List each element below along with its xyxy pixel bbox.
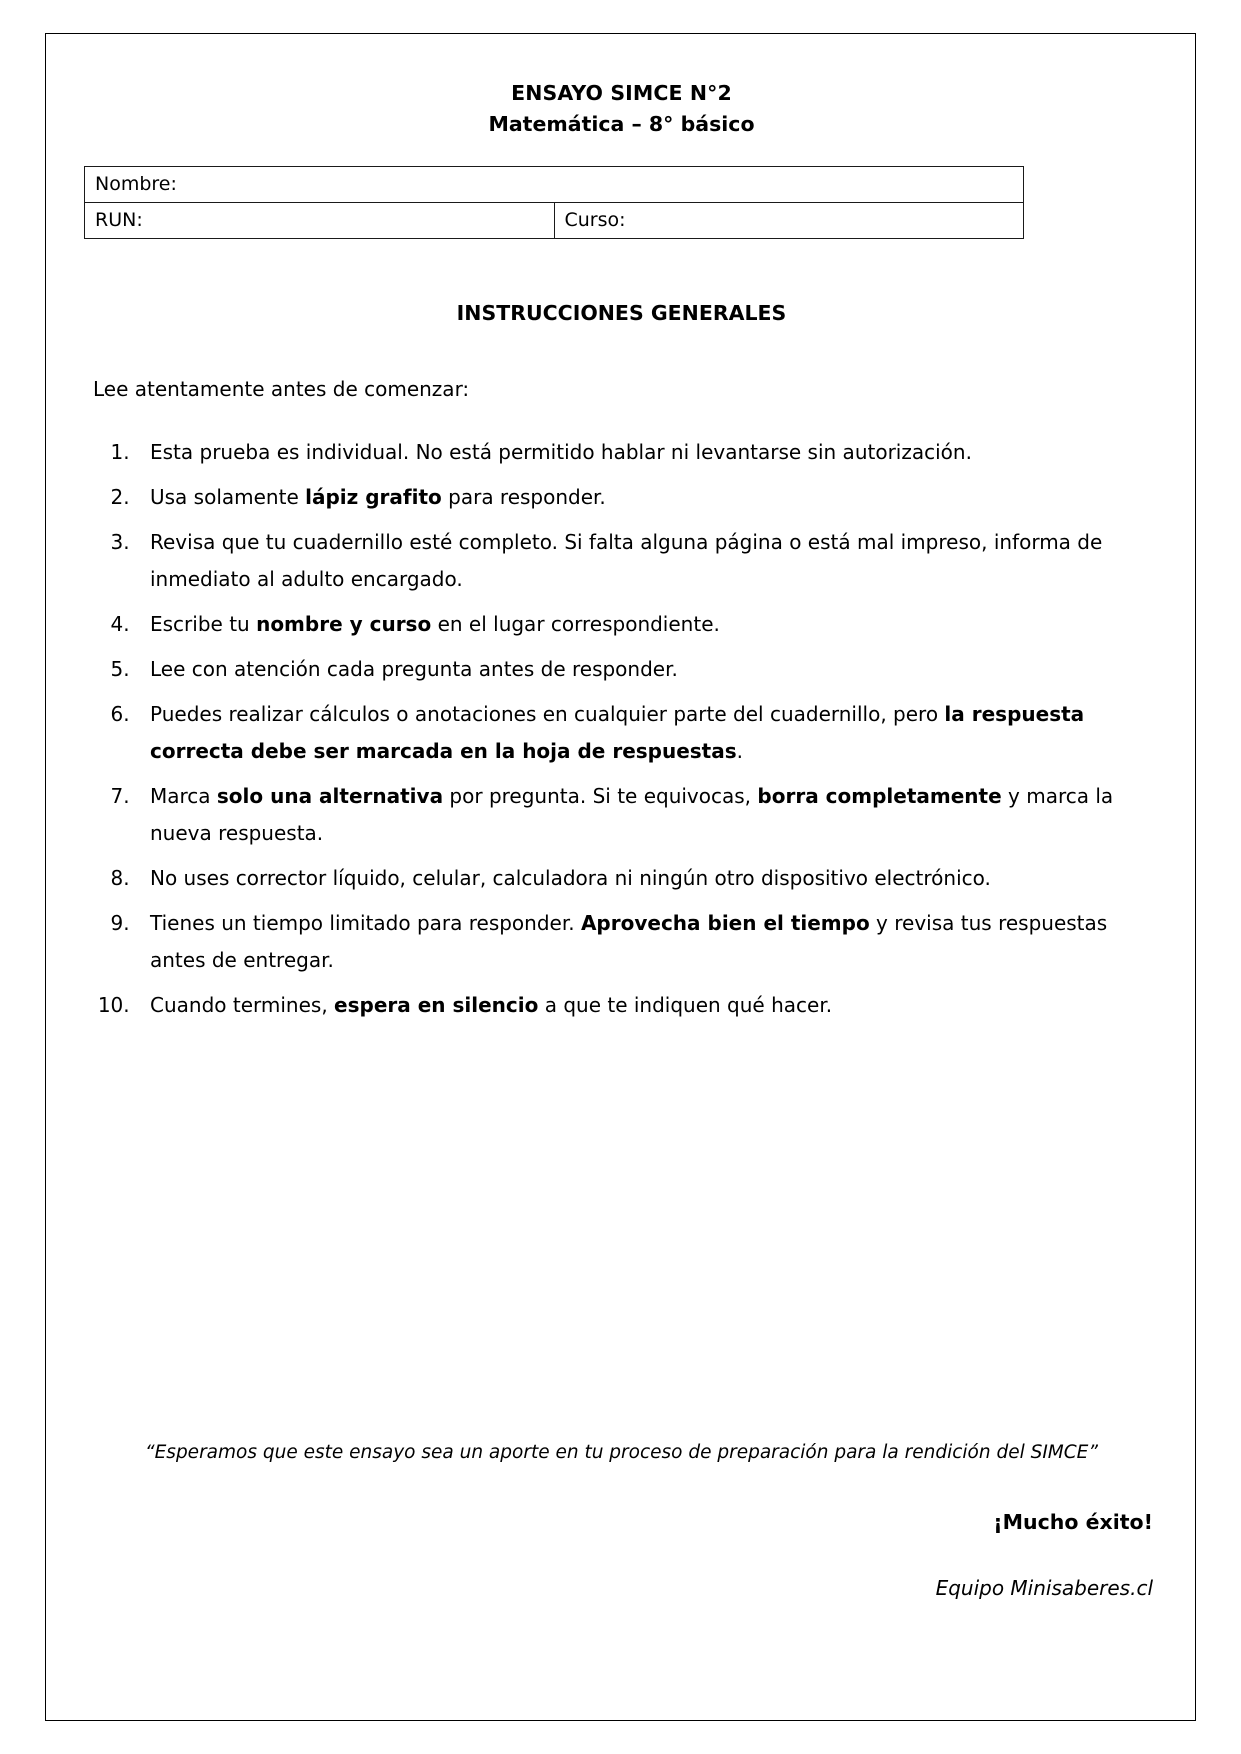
list-item [136, 778, 1159, 852]
instruction-text: Esta prueba es individual. No está permitido hablar ni levantarse sin autorización. [150, 439, 972, 464]
table-row [85, 202, 1024, 238]
run-field-label[interactable]: RUN: [85, 202, 555, 238]
instruction-text: para responder. [441, 484, 606, 509]
list-item [136, 606, 1159, 643]
instruction-text: Revisa que tu cuadernillo esté completo. Si falta alguna página o está mal impreso, informa de inmediato al adulto encargado. [150, 529, 1103, 591]
emphasis-text: borra completamente [757, 783, 1002, 808]
list-item [136, 479, 1159, 516]
student-identification-table [84, 166, 1024, 239]
emphasis-text: nombre y curso [256, 611, 432, 636]
emphasis-text: lápiz grafito [305, 484, 442, 509]
closing-quote: “Esperamos que este ensayo sea un aporte en tu proceso de preparación para la rendición del SIMCE” [145, 1442, 1098, 1463]
instruction-text: Marca [150, 783, 217, 808]
success-wish: ¡Mucho éxito! [993, 1509, 1153, 1534]
instruction-text: Usa solamente [150, 484, 306, 509]
section-heading-general-instructions: INSTRUCCIONES GENERALES [456, 300, 787, 325]
emphasis-text: solo una alternativa [216, 783, 444, 808]
instruction-text: Tienes un tiempo limitado para responder. [150, 910, 581, 935]
instruction-text: en el lugar correspondiente. [431, 611, 720, 636]
list-item [136, 651, 1159, 688]
instruction-text: Escribe tu [150, 611, 257, 636]
instruction-text: Cuando termines, [150, 992, 335, 1017]
emphasis-text: la respuesta correcta debe ser marcada en la hoja de respuestas [150, 701, 1085, 763]
document-footer [84, 1440, 1159, 1600]
instruction-text: No uses corrector líquido, celular, calculadora ni ningún otro dispositivo electrónico. [150, 865, 991, 890]
emphasis-text: Aprovecha bien el tiempo [580, 910, 870, 935]
course-field-label[interactable]: Curso: [554, 202, 1024, 238]
table-row [85, 166, 1024, 202]
page-subtitle: Matemática – 8° básico [488, 111, 755, 136]
name-field-label[interactable]: Nombre: [85, 166, 1024, 202]
instruction-text: Puedes realizar cálculos o anotaciones en cualquier parte del cuadernillo, pero [150, 701, 945, 726]
list-item [136, 524, 1159, 598]
instructions-list [84, 434, 1159, 1024]
list-item [136, 905, 1159, 979]
list-item [136, 987, 1159, 1024]
emphasis-text: espera en silencio [334, 992, 539, 1017]
team-signature: Equipo Minisaberes.cl [935, 1575, 1153, 1600]
instruction-text: y marca la nueva respuesta. [150, 783, 1114, 845]
instruction-text: . [736, 738, 743, 763]
list-item [136, 434, 1159, 471]
instruction-text: y revisa tus respuestas antes de entregar. [150, 910, 1108, 972]
instruction-text: a que te indiquen qué hacer. [538, 992, 833, 1017]
instruction-text: Lee con atención cada pregunta antes de responder. [150, 656, 678, 681]
instructions-lead-text: Lee atentamente antes de comenzar: [93, 376, 470, 401]
page-title: ENSAYO SIMCE N°2 [511, 81, 732, 105]
list-item [136, 860, 1159, 897]
list-item [136, 696, 1159, 770]
instruction-text: por pregunta. Si te equivocas, [443, 783, 758, 808]
document-content [84, 78, 1159, 1032]
